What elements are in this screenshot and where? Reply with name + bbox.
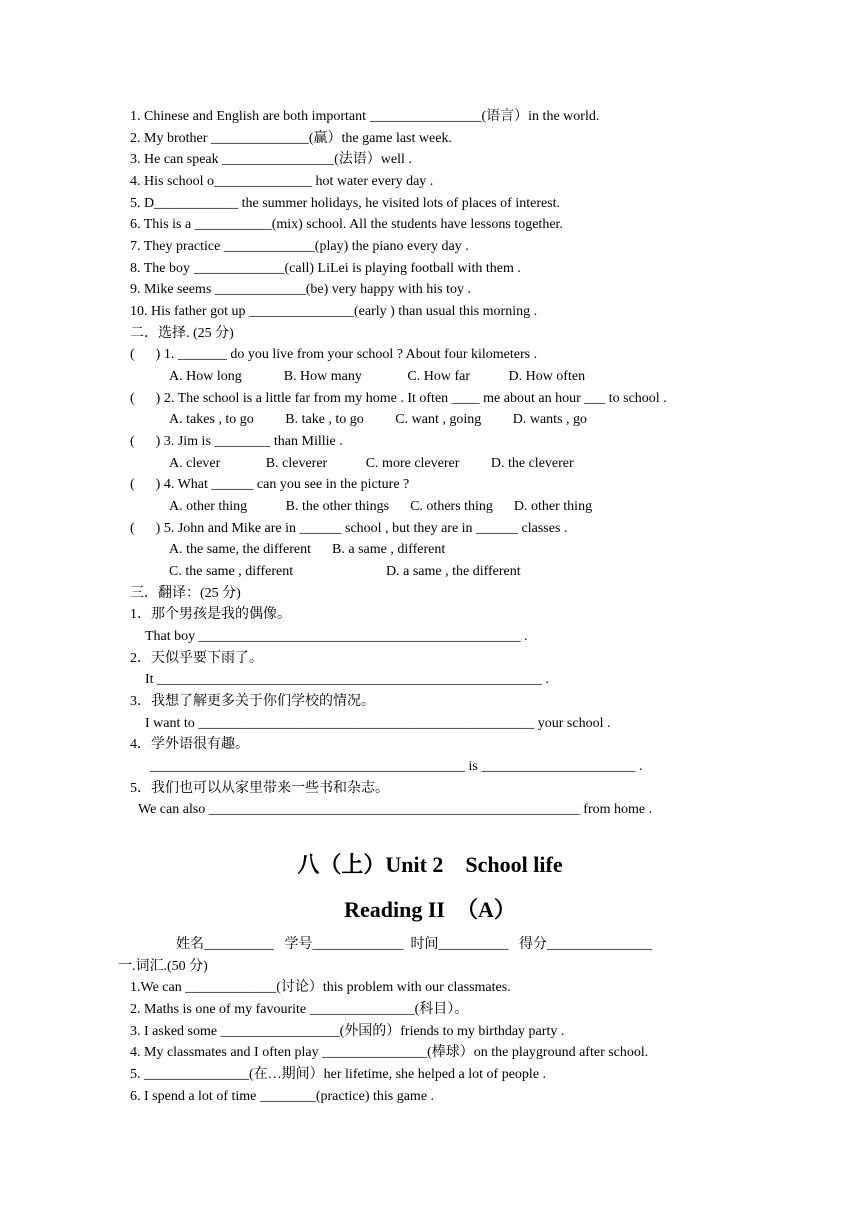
list-item: 1. Chinese and English are both important ________________(语言）in the world. (130, 109, 600, 124)
list-item: 6. I spend a lot of time ________(practice) this game . (130, 1089, 435, 1104)
list-item: 3. I asked some _________________(外国的）friends to my birthday party . (130, 1024, 565, 1039)
options-line: A. takes , to go B. take , to go C. want , going D. wants , go (169, 412, 588, 427)
list-item: 7. They practice _____________(play) the piano every day . (130, 239, 469, 254)
list-item: 1.We can _____________(讨论）this problem with our classmates. (130, 980, 511, 995)
unit-title: 八（上）Unit 2 School life (297, 852, 563, 877)
list-item: 4. His school o______________ hot water every day . (130, 174, 434, 189)
chinese-sentence: 5．我们也可以从家里带来一些书和杂志。 (130, 781, 389, 796)
chinese-sentence: 2．天似乎要下雨了。 (130, 651, 263, 666)
translation-blank-line: _____________________________________________ is ______________________ . (150, 759, 643, 774)
list-item: 10. His father got up _______________(early ) than usual this morning . (130, 304, 538, 319)
question-line: ( ) 2. The school is a little far from my home . It often ____ me about an hour ___ to school . (130, 391, 667, 406)
translation-blank-line: That boy ______________________________________________ . (145, 629, 528, 644)
translation-blank-line: I want to ________________________________________________ your school . (145, 716, 611, 731)
question-line: ( ) 3. Jim is ________ than Millie . (130, 434, 343, 449)
options-line: A. the same, the different B. a same , different (169, 542, 446, 557)
lesson-title: Reading II （A） (344, 897, 516, 922)
list-item: 5. _______________(在…期间）her lifetime, she helped a lot of people . (130, 1067, 547, 1082)
options-line: A. How long B. How many C. How far D. How often (169, 369, 586, 384)
list-item: 4. My classmates and I often play _______________(棒球）on the playground after school. (130, 1045, 649, 1060)
question-line: ( ) 1. _______ do you live from your school ? About four kilometers . (130, 347, 538, 362)
translation-blank-line: We can also _____________________________________________________ from home . (138, 802, 653, 817)
question-line: ( ) 5. John and Mike are in ______ school , but they are in ______ classes . (130, 521, 568, 536)
chinese-sentence: 1．那个男孩是我的偶像。 (130, 607, 291, 622)
section-heading: 三．翻译：(25 分) (130, 586, 241, 601)
list-item: 9. Mike seems _____________(be) very happy with his toy . (130, 282, 472, 297)
options-line: C. the same , different (169, 564, 294, 579)
question-line: ( ) 4. What ______ can you see in the picture ? (130, 477, 410, 492)
chinese-sentence: 3．我想了解更多关于你们学校的情况。 (130, 694, 375, 709)
list-item: 2. Maths is one of my favourite _______________(科目）。 (130, 1002, 469, 1017)
translation-blank-line: It _______________________________________________________ . (145, 672, 550, 687)
chinese-sentence: 4．学外语很有趣。 (130, 737, 249, 752)
list-item: 5. D____________ the summer holidays, he visited lots of places of interest. (130, 196, 561, 211)
section-heading: 一.词汇.(50 分) (118, 959, 208, 974)
list-item: 8. The boy _____________(call) LiLei is playing football with them . (130, 261, 521, 276)
section-heading: 二．选择. (25 分) (130, 326, 234, 341)
options-line: A. other thing B. the other things C. others thing D. other thing (169, 499, 593, 514)
list-item: 2. My brother ______________(赢）the game last week. (130, 131, 452, 146)
list-item: 6. This is a ___________(mix) school. All the students have lessons together. (130, 217, 563, 232)
options-line: A. clever B. cleverer C. more cleverer D. the cleverer (169, 456, 574, 471)
student-info-line: 姓名__________ 学号_____________ 时间__________ 得分_______________ (176, 937, 652, 952)
list-item: 3. He can speak ________________(法语）well . (130, 152, 412, 167)
options-line: D. a same , the different (386, 564, 521, 579)
